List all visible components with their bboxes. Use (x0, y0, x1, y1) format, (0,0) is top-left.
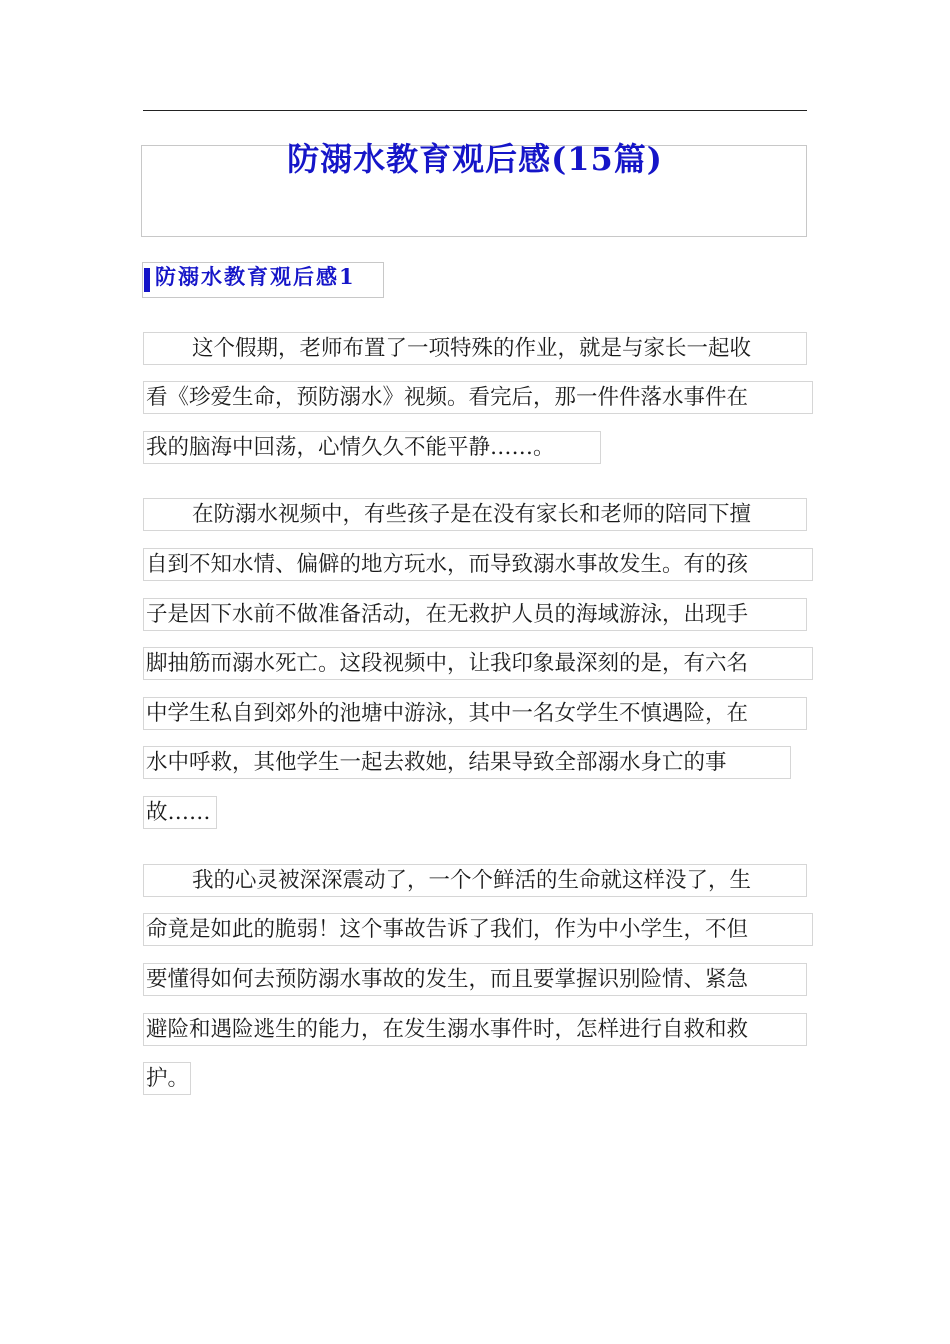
section-marker (144, 268, 150, 292)
paragraph-line: 故…… (143, 796, 217, 829)
paragraph-line: 要懂得如何去预防溺水事故的发生，而且要掌握识别险情、紧急 (143, 963, 807, 996)
paragraph-line: 命竟是如此的脆弱！这个事故告诉了我们，作为中小学生，不但 (143, 913, 813, 946)
paragraph-line: 在防溺水视频中，有些孩子是在没有家长和老师的陪同下擅 (143, 498, 807, 531)
paragraph-line: 这个假期，老师布置了一项特殊的作业，就是与家长一起收 (143, 332, 807, 365)
paragraph-line: 中学生私自到郊外的池塘中游泳，其中一名女学生不慎遇险，在 (143, 697, 807, 730)
paragraph-line: 避险和遇险逃生的能力，在发生溺水事件时，怎样进行自救和救 (143, 1013, 807, 1046)
paragraph-line: 水中呼救，其他学生一起去救她，结果导致全部溺水身亡的事 (143, 746, 791, 779)
section-heading: 防溺水教育观后感1 (155, 264, 356, 289)
paragraph-line: 自到不知水情、偏僻的地方玩水，而导致溺水事故发生。有的孩 (143, 548, 813, 581)
paragraph-line: 我的脑海中回荡，心情久久不能平静……。 (143, 431, 601, 464)
paragraph-line: 护。 (143, 1062, 191, 1095)
paragraph-line: 看《珍爱生命，预防溺水》视频。看完后，那一件件落水事件在 (143, 381, 813, 414)
paragraph-line: 我的心灵被深深震动了，一个个鲜活的生命就这样没了，生 (143, 864, 807, 897)
document-title: 防溺水教育观后感(15篇) (287, 140, 663, 178)
paragraph-line: 子是因下水前不做准备活动，在无救护人员的海域游泳，出现手 (143, 598, 807, 631)
paragraph-line: 脚抽筋而溺水死亡。这段视频中，让我印象最深刻的是，有六名 (143, 647, 813, 680)
top-rule (143, 110, 807, 111)
